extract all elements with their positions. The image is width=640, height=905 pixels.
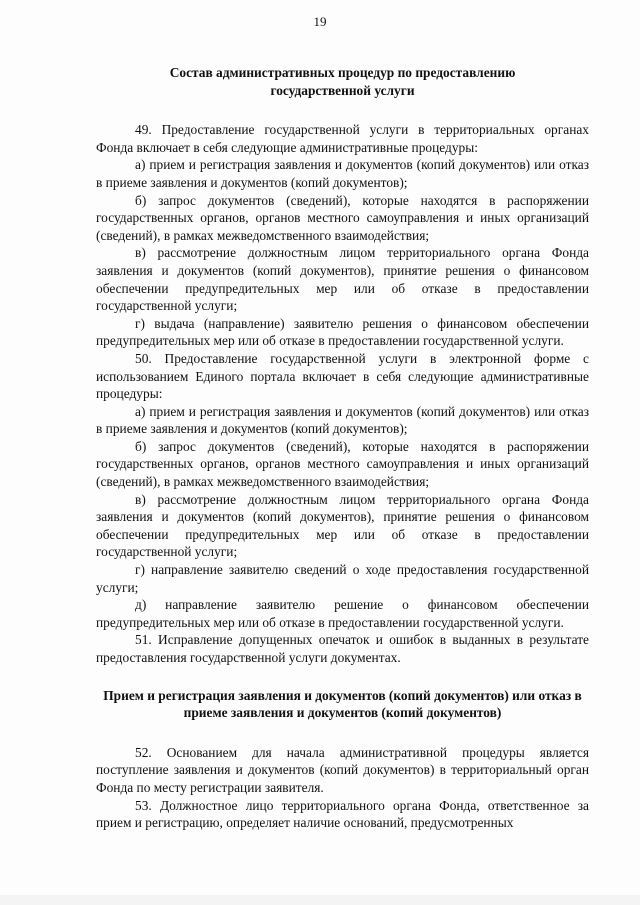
paragraph-49-b: б) запрос документов (сведений), которые находятся в распоряжении государственных органов, органов местного самоуправления и иных организаций (сведений), в рамках межведомственного взаимодействия; [96,192,589,243]
paragraph-53: 53. Должностное лицо территориального органа Фонда, ответственное за прием и регистрацию, определяет наличие оснований, предусмотренных [96,797,589,831]
paragraph-49-v: в) рассмотрение должностным лицом территориального органа Фонда заявления и документов (копий документов), принятие решения о финансовом обеспечении предупредительных мер или об отказе в предоставлении государственной услуги; [96,245,589,314]
paragraph-50-g: г) направление заявителю сведений о ходе предоставления государственной услуги; [96,562,589,595]
document-body [96,58,589,832]
paragraph-50-d: д) направление заявителю решение о финансовом обеспечении предупредительных мер или об отказе в предоставлении государственной услуги. [96,597,589,630]
section-heading-procedures: Состав административных процедур по предоставлению государственной услуги [169,65,516,98]
paragraph-49-g: г) выдача (направление) заявителю решения о финансовом обеспечении предупредительных мер или об отказе в предоставлении государственной услуги. [96,315,589,349]
paragraph-50-v: в) рассмотрение должностным лицом территориального органа Фонда заявления и документов (копий документов), принятие решения о финансовом обеспечении предупредительных мер или об отказе в предоставлении государственной услуги; [96,491,589,560]
page-number: 19 [313,14,327,29]
paragraph-50-a: а) прием и регистрация заявления и документов (копий документов) или отказ в приеме заявления и документов (копий документов); [96,403,589,437]
paragraph-50: 50. Предоставление государственной услуги в электронной форме с использованием Единого портала включает в себя следующие административные процедуры: [96,350,589,402]
paragraph-51: 51. Исправление допущенных опечаток и ошибок в выданных в результате предоставления государственной услуги документах. [96,632,589,665]
page-bottom-edge [0,895,640,905]
paragraph-50-b: б) запрос документов (сведений), которые находятся в распоряжении государственных органов, органов местного самоуправления и иных организаций (сведений), в рамках межведомственного взаимодействия; [96,438,589,490]
section-heading-reception: Прием и регистрация заявления и документов (копий документов) или отказ в приеме заявления и документов (копий документов) [103,687,582,721]
paragraph-49: 49. Предоставление государственной услуги в территориальных органах Фонда включает в себя следующие административные процедуры: [96,122,589,155]
paragraph-49-a: а) прием и регистрация заявления и документов (копий документов) или отказ в приеме заявления и документов (копий документов); [96,157,589,190]
paragraph-52: 52. Основанием для начала административной процедуры является поступление заявления и документов (копий документов) в территориальный орган Фонда по месту регистрации заявителя. [96,744,589,795]
